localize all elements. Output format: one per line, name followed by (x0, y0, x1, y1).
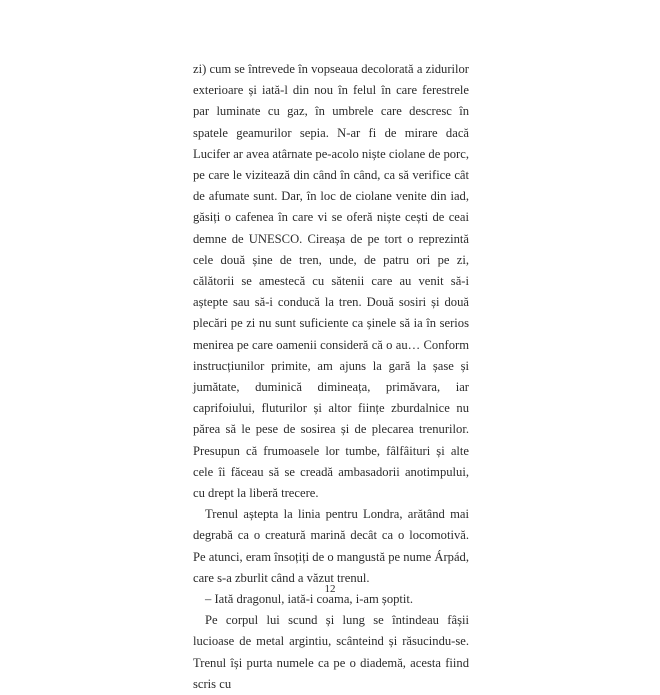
paragraph: zi) cum se întrevede în vopseaua decolorată a zidurilor exterioare și iată-l din nou în felul în care ferestrele par luminate cu gaz, în umbrele care descresc în spatele geamurilor sepia. N-ar fi de mirare dacă Lucifer ar avea atârnate pe-acolo niște ciolane de porc, pe care le vizitează din când în când, ca să verifice cât de afumate sunt. Dar, în loc de ciolane venite din iad, găsiți o cafenea în care vi se oferă niște cești de ceai demne de UNESCO. Cireașa de pe tort o reprezintă cele două șine de tren, unde, de patru ori pe zi, călătorii se amestecă cu sătenii care au venit să-i aștepte sau să-i conducă la tren. Două sosiri și două plecări pe zi nu sunt suficiente ca șinele să ia în serios menirea pe care oamenii consideră că o au… Conform instrucțiunilor primite, am ajuns la gară la șase și jumătate, duminică dimineața, primăvara, iar caprifoiului, fluturilor și altor ființe zburdalnice nu părea să le pese de sosirea și de plecarea trenurilor. Presupun că frumoasele lor tumbe, fâlfâituri și alte cele îi făceau să se creadă ambasadorii anotimpului, cu drept la liberă trecere. (193, 62, 469, 501)
dialogue-line: – Iată dragonul, iată-i coama, i-am șoptit. (205, 592, 414, 607)
paragraph: Pe corpul lui scund și lung se întindeau fâșii lucioase de metal argintiu, scânteind și răsucindu-se. Trenul își purta numele ca pe o diademă, acesta fiind scris cu (193, 613, 469, 691)
page-number: 12 (324, 583, 336, 595)
body-text (193, 59, 469, 695)
paragraph: Trenul aștepta la linia pentru Londra, arătând mai degrabă ca o creatură marină decât ca o locomotivă. Pe atunci, eram însoțiți de o mangustă pe nume Árpád, care s-a zburlit când a văzut trenul. (193, 507, 469, 585)
